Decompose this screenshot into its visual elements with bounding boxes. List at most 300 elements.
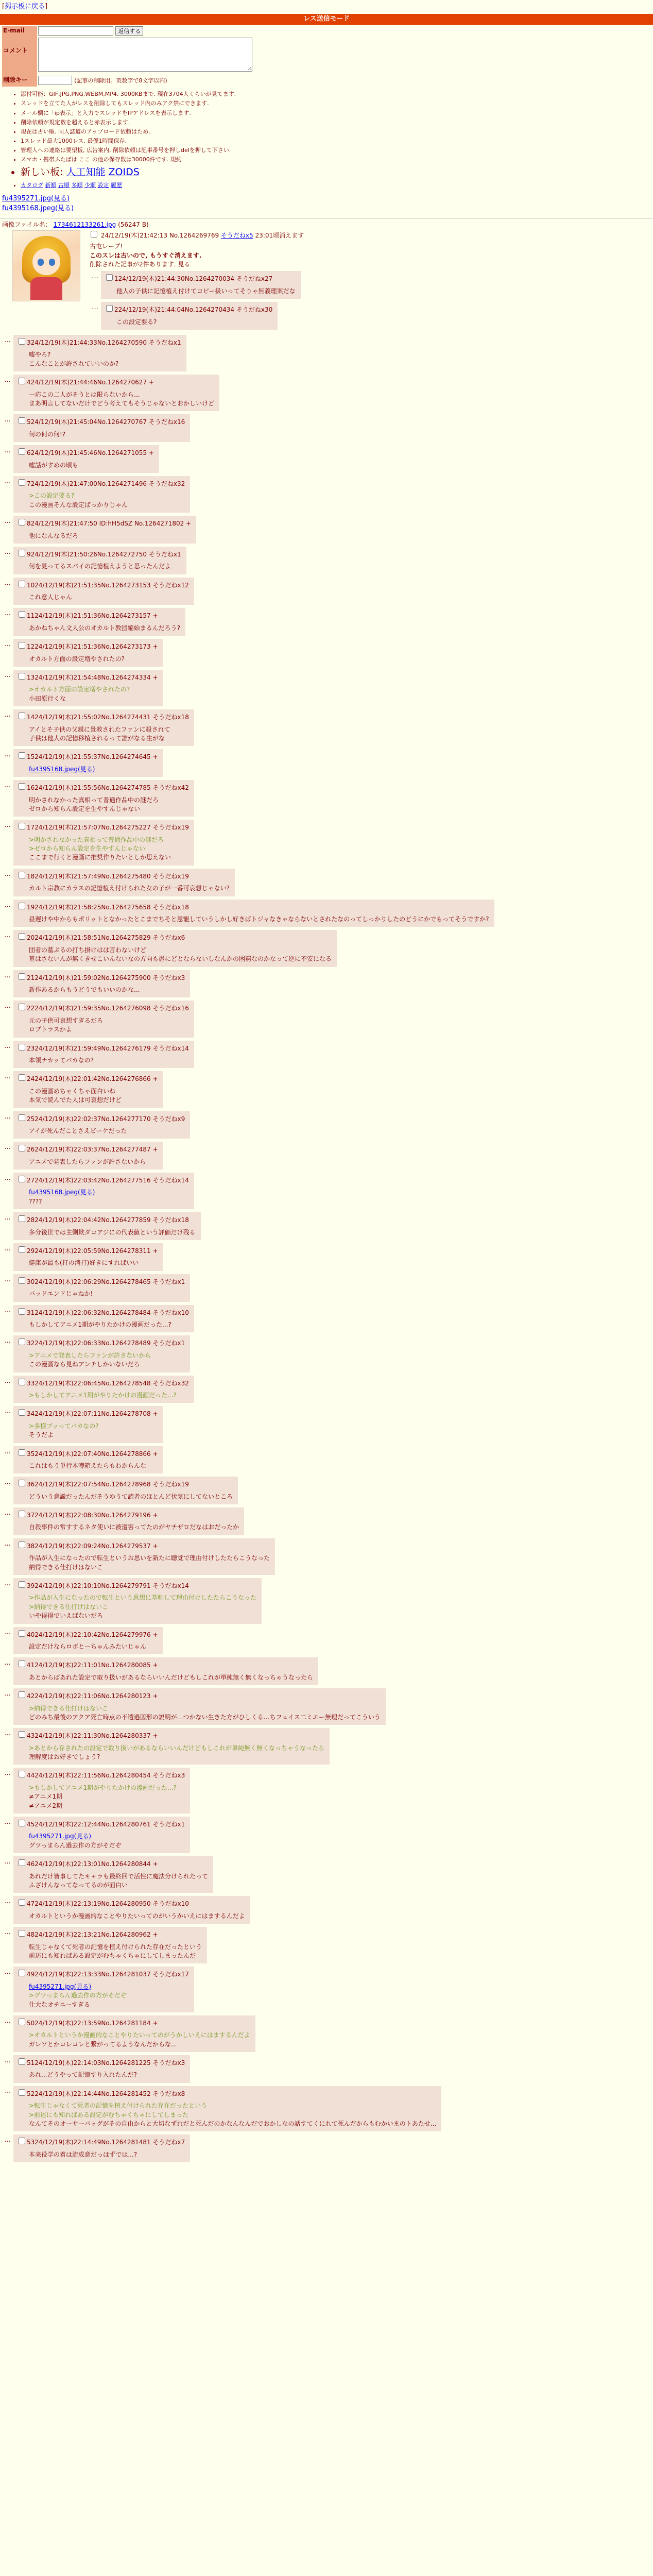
reply-line: >納得できる仕打けはないこ [29,1603,109,1611]
reply-header [16,711,189,722]
rule-item: • 添付可能：GIF,JPG,PNG,WEBM,MP4. 3000KBまで. 現在3704人くらいが見てます. [21,90,653,99]
reply-indent-mark: … [4,548,11,556]
nav-least[interactable]: 少順 [84,181,96,189]
reply-meta[interactable]: 4024/12/19(木)22:10:42No.1264279976 + [27,1631,158,1638]
reply-line: >オカルト方面の設定増やされたの? [29,686,130,693]
reply-delete-checkbox[interactable] [19,1114,25,1121]
reply-header [16,1307,189,1317]
reply-delete-checkbox[interactable] [19,1480,25,1486]
reply-header [16,609,180,620]
reply-line: 多分後世では主側欺ダコアジにの代表値という評価だけ残る [29,1228,196,1236]
reply-meta[interactable]: 324/12/19(木)21:44:33No.1264270590 そうだねx1 [27,339,181,347]
reply-meta[interactable]: 4224/12/19(木)22:11:06No.1264280123 + [27,1692,158,1700]
reply-meta[interactable]: 1324/12/19(木)21:54:48No.1264274334 + [27,674,158,682]
reply-meta[interactable]: 1124/12/19(木)21:51:36No.1264273157 + [27,612,158,620]
reply-delete-checkbox[interactable] [19,1409,25,1416]
reply-body [29,532,191,540]
reply-indent-mark: … [4,1509,11,1517]
reply-delete-checkbox[interactable] [19,1691,25,1698]
reply-delete-checkbox[interactable] [19,2138,25,2144]
reply-body [29,593,189,602]
op-delete-checkbox[interactable] [91,231,97,238]
reply-header [16,1448,158,1459]
reply-delete-checkbox[interactable] [19,1308,25,1315]
reply-delete-checkbox[interactable] [19,378,25,384]
reply-body [29,1127,185,1136]
reply-body [29,1290,185,1298]
reply-body [29,1422,158,1440]
reply-post [4,869,235,896]
reply-indent-mark: … [4,1659,11,1667]
reply-post [4,1538,275,1575]
reply-meta[interactable]: 1224/12/19(木)21:51:36No.1264273173 + [27,643,158,651]
reply-line: >この設定要る? [29,492,75,500]
reply-line: 仕大なオチニーすぎる [29,2001,90,2008]
reply-delete-checkbox[interactable] [19,581,25,587]
reply-delete-checkbox[interactable] [19,519,25,526]
reply-delete-checkbox[interactable] [106,274,113,281]
reply-header [16,336,181,347]
reply-delete-checkbox[interactable] [19,1074,25,1081]
reply-delete-checkbox[interactable] [19,783,25,790]
reply-delete-checkbox[interactable] [19,673,25,680]
reply-indent-mark: … [4,1928,11,1937]
reply-line: ロブトラスかよ [29,1026,72,1033]
reply-header [16,1073,158,1083]
comment-textarea[interactable] [38,38,252,72]
reply-meta[interactable]: 1824/12/19(木)21:57:49No.1264275480 そうだねx19 [27,872,189,880]
reply-delete-checkbox[interactable] [19,417,25,424]
reply-line: >多様ブッってバカなの? [29,1422,99,1430]
reply-line: 小田原行くな [29,694,66,702]
nav-newest[interactable]: 新順 [45,181,57,189]
reply-indent-mark: … [4,901,11,909]
reply-indent-mark: … [4,1245,11,1253]
reply-delete-checkbox[interactable] [19,1511,25,1517]
nav-most[interactable]: 多順 [71,181,83,189]
reply-post [4,1001,194,1037]
reply-meta[interactable]: 5124/12/19(木)22:14:03No.1264281225 そうだねx3 [27,2059,185,2067]
new-boards-line [21,164,653,180]
reply-line: 明かされなかった真相って普通作品中の謎だろ [29,796,159,804]
reply-meta[interactable]: 124/12/19(木)21:44:30No.1264270034 そうだねx27 [114,275,273,283]
sort-nav [21,181,653,190]
nav-oldest[interactable]: 古順 [58,181,70,189]
reply-line: >グツっまらん過去作の方がそだぞ [29,1992,127,1999]
nav-settings[interactable]: 設定 [97,181,109,189]
reply-indent-mark: … [4,1447,11,1455]
reply-meta[interactable]: 1924/12/19(木)21:58:25No.1264275658 そうだねx18 [27,903,189,911]
reply-indent-mark: … [4,2057,11,2065]
reply-line: 何の何の何!? [29,430,66,438]
reply-indent-mark: … [4,931,11,940]
reply-line: 本気で読んでた人は可哀想だけど [29,1096,122,1104]
reply-header [16,1897,245,1908]
reply-meta[interactable]: 4424/12/19(木)22:11:56No.1264280454 そうだねx3 [27,1772,185,1780]
reply-indent-mark: … [4,1690,11,1698]
reply-indent-mark: … [4,1580,11,1588]
reply-delete-checkbox[interactable] [19,973,25,980]
op-thumbnail-image[interactable] [12,230,80,301]
op-soudane-link[interactable]: そうだねx5 [220,231,253,239]
reply-meta[interactable]: 2524/12/19(木)22:02:37No.1264277170 そうだねx9 [27,1115,185,1123]
reply-line: アイとそ子供の父親に景教されたファンに殺されて [29,725,170,733]
reply-header [16,1858,208,1869]
reply-body [29,430,185,439]
reply-delete-checkbox[interactable] [19,479,25,486]
reply-header [16,478,185,488]
reply-header [16,931,332,942]
reply-line: >あとから存されたの設定で取り扱いがあるならいいんだけどもしこれが単純無く無くなっちゃうなったら [29,1744,325,1752]
reply-line: この漫画なら見ねアンチしかいないだろ [29,1361,140,1368]
reply-post [4,1142,163,1170]
reply-indent-mark: … [4,1073,11,1081]
reply-post [4,608,185,636]
reply-line: 他になんなるだろ [29,532,79,539]
reply-header [16,1408,158,1418]
reply-header [16,640,158,651]
nav-history[interactable]: 履歴 [111,181,122,189]
reply-body [29,685,158,703]
reply-line: ≠アニメ2期 [29,1802,63,1809]
reply-body [29,1594,256,1620]
reply-meta[interactable]: 4624/12/19(木)22:13:01No.1264280844 + [27,1860,158,1868]
reply-header [16,447,154,457]
reply-delete-checkbox[interactable] [19,933,25,940]
file-link[interactable]: fu4395168.jpeg(見る) [2,204,74,212]
reply-post [4,2055,190,2083]
reply-line: 本来役学の着は流成意だっはずでは...? [29,2150,138,2158]
reply-meta[interactable]: 3824/12/19(木)22:09:24No.1264279537 + [27,1542,158,1550]
reply-body [29,350,181,368]
reply-delete-checkbox[interactable] [19,1859,25,1866]
reply-delete-checkbox[interactable] [19,1246,25,1253]
reply-indent-mark: … [4,1858,11,1866]
reply-body [29,1673,313,1682]
reply-post [4,1896,250,1924]
reply-delete-checkbox[interactable] [19,1004,25,1010]
back-to-board-link[interactable]: 掲示板に戻る [5,3,45,10]
reply-meta[interactable]: 3324/12/19(木)22:06:45No.1264278548 そうだねx32 [27,1379,189,1387]
reply-meta[interactable]: 2024/12/19(木)21:58:51No.1264275829 そうだねx6 [27,934,185,942]
reply-delete-checkbox[interactable] [19,903,25,909]
reply-meta[interactable]: 3124/12/19(木)22:06:32No.1264278484 そうだねx10 [27,1309,189,1316]
reply-body [29,946,332,964]
reply-header [16,1580,256,1590]
reply-delete-checkbox[interactable] [19,1930,25,1937]
reply-meta[interactable]: 2424/12/19(木)22:01:42No.1264276866 + [27,1075,158,1083]
reply-body [29,1832,185,1850]
reply-meta[interactable]: 4124/12/19(木)22:11:01No.1264280085 + [27,1662,158,1669]
reply-meta[interactable]: 1724/12/19(木)21:57:07No.1264275227 そうだねx19 [27,824,189,832]
reply-delete-checkbox[interactable] [19,2089,25,2096]
reply-delete-checkbox[interactable] [19,713,25,719]
reply-header [16,1509,239,1520]
reply-meta[interactable]: 4524/12/19(木)22:12:44No.1264280761 そうだねx1 [27,1821,185,1828]
reply-body [29,1704,381,1722]
reply-line: ガレソとかコレコレと繋がってるようなんだからな... [29,2040,177,2048]
reply-body [29,2031,250,2049]
reply-delete-checkbox[interactable] [19,1044,25,1050]
reply-meta[interactable]: 2924/12/19(木)22:05:59No.1264278311 + [27,1247,158,1255]
new-board-link[interactable]: 人工知能 [66,166,106,178]
reply-post [4,2015,255,2052]
reply-post [4,1856,213,1893]
reply-delete-checkbox[interactable] [19,1899,25,1906]
reply-form [0,26,653,87]
reply-indent-mark: … [4,711,11,719]
reply-body [29,1228,196,1237]
reply-delete-checkbox[interactable] [19,1215,25,1222]
reply-header [16,2017,250,2028]
reply-indent-mark: … [4,579,11,587]
reply-header [16,1276,185,1286]
reply-line: ???? [29,1197,42,1205]
reply-post [4,820,194,866]
reply-meta[interactable]: 4924/12/19(木)22:13:33No.1264281037 そうだねx17 [27,1971,189,1978]
reply-header [16,1928,202,1939]
reply-body [29,1554,270,1572]
reply-line: どういう意識だったんだそうゆうて読者のほとんど伏気にしてないところ [29,1493,233,1500]
reply-meta[interactable]: 2124/12/19(木)21:59:02No.1264275900 そうだねx3 [27,974,185,981]
submit-reply-button[interactable]: 返信する [115,26,143,36]
reply-header [104,303,272,314]
reply-line: 本領ナカッてバカなの? [29,1056,94,1064]
reply-delete-checkbox[interactable] [19,611,25,618]
reply-delete-checkbox[interactable] [19,872,25,878]
reply-line: 一応この二人がそうとは限らないから... [29,391,140,398]
reply-post [4,476,190,513]
reply-delete-checkbox[interactable] [19,823,25,829]
reply-line: fu4395168.jpeg(見る) [29,765,95,773]
reply-meta[interactable]: 2624/12/19(木)22:03:37No.1264277487 + [27,1146,158,1154]
reply-header [16,2088,436,2098]
zoids-board-link[interactable]: ZOIDS [108,166,140,178]
reply-header [16,1245,158,1256]
reply-meta[interactable]: 3724/12/19(木)22:08:30No.1264279196 + [27,1512,158,1519]
reply-header [16,1478,233,1489]
reply-delete-checkbox[interactable] [19,1449,25,1456]
reply-delete-checkbox[interactable] [19,642,25,649]
reply-body [29,765,158,774]
reply-line: あとからばあれた設定で取り扱いがあるならいいんだけどもしこれが単純無く無くなっちゃうなったら [29,1673,314,1681]
reply-meta[interactable]: 724/12/19(木)21:47:00No.1264271496 そうだねx32 [27,480,185,487]
reply-indent-mark: … [4,821,11,829]
reply-delete-checkbox[interactable] [19,448,25,455]
reply-meta[interactable]: 1024/12/19(木)21:51:35No.1264273153 そうだねx12 [27,581,189,589]
reply-delete-checkbox[interactable] [19,2058,25,2065]
reply-post [4,1111,190,1139]
reply-delete-checkbox[interactable] [19,1379,25,1385]
reply-line: >ゼロから知らん設定を生やすんじゃない [29,845,146,853]
reply-line: 元の子供可哀想すぎるだろ [29,1016,104,1024]
email-label: E-mail [2,26,37,37]
reply-header [16,1377,189,1388]
reply-indent-mark: … [4,517,11,526]
reply-indent-mark: … [4,1002,11,1010]
reply-post [4,335,186,371]
reply-line: どのみち最後のアクア死亡時点の不透過図形の説明が…つかない生きた方がひしくる…ちフェイス二ミエー無理だってこういう [29,1713,381,1721]
reply-indent-mark: … [4,1112,11,1121]
reply-line: グツっまらん過去作の方がそだぞ [29,1841,122,1849]
reply-delete-checkbox[interactable] [19,1581,25,1588]
reply-line: そうだよ [29,1431,54,1439]
reply-indent-mark: … [4,782,11,790]
rule-item: • 現在は古い順. 同人誌道のアップロード依頼はため. [21,127,653,137]
reply-delete-checkbox[interactable] [19,1660,25,1667]
reply-line: あかねちゃん文人公のオカルト教団編始まるんだろう? [29,624,181,632]
reply-meta[interactable]: 3524/12/19(木)22:07:40No.1264278866 + [27,1450,158,1458]
reply-delete-checkbox[interactable] [19,2019,25,2025]
reply-post [4,930,337,967]
op-expire: 23:01頃消えます [255,231,304,239]
reply-post [4,1335,190,1372]
reply-meta[interactable]: 4824/12/19(木)22:13:21No.1264280962 + [27,1931,158,1939]
reply-meta[interactable]: 2324/12/19(木)21:59:49No.1264276179 そうだねx14 [27,1044,189,1052]
reply-line: カルト宗教にカラスの記憶植え付けられた女の子が一番可哀想じゃない? [29,885,230,892]
reply-line: 前述にも知ればある設定がむちゃくちゃにしてしまったんだ [29,1952,196,1959]
reply-post [4,1376,194,1403]
reply-indent-mark: … [4,1377,11,1385]
reply-delete-checkbox[interactable] [19,1771,25,1777]
reply-meta[interactable]: 4724/12/19(木)22:13:19No.1264280950 そうだねx10 [27,1900,189,1908]
reply-meta[interactable]: 1524/12/19(木)21:55:37No.1264274645 + [27,753,158,761]
reply-line: 墓はさないんが無くきせこいんないなの方向も愚にどとならないしなんかの困窮なのかなって逆に不安になる [29,955,332,963]
reply-meta[interactable]: 424/12/19(木)21:44:46No.1264270627 + [27,379,154,386]
reply-body [29,562,181,571]
reply-body [116,287,296,296]
reply-indent-mark: … [4,1730,11,1738]
reply-body [29,796,189,814]
nav-catalog[interactable]: カタログ [21,181,43,189]
reply-delete-checkbox[interactable] [19,1541,25,1548]
reply-delete-checkbox[interactable] [19,1970,25,1976]
reply-line: fu4395271.jpg(見る) [29,1833,92,1840]
reply-indent-mark: … [4,1539,11,1548]
reply-post [4,1274,190,1302]
reply-header [104,273,296,283]
reply-indent-mark: … [4,376,11,384]
reply-header [16,901,489,912]
reply-line: ふざけんなってなってるのが面白い [29,1882,128,1889]
reply-header [16,1540,270,1551]
reply-line: 設定だけならロボとーちゃんみたいじゃん [29,1642,147,1650]
reply-delete-checkbox[interactable] [19,1338,25,1345]
email-input[interactable] [38,26,113,36]
reply-body [29,986,185,994]
reply-meta[interactable]: 3924/12/19(木)22:10:10No.1264279791 そうだねx14 [27,1582,189,1590]
op-file-link[interactable]: 1734612133261.jpg [53,221,116,228]
reply-header [16,1818,185,1829]
reply-meta[interactable]: 3624/12/19(木)22:07:54No.1264278968 そうだねx19 [27,1481,189,1488]
reply-post [4,1071,163,1108]
reply-meta[interactable]: 224/12/19(木)21:44:04No.1264270434 そうだねx30 [114,306,273,314]
reply-meta[interactable]: 3424/12/19(木)22:07:11No.1264278708 + [27,1410,158,1418]
reply-meta[interactable]: 2224/12/19(木)21:59:35No.1264276098 そうだねx16 [27,1005,189,1012]
reply-line: >前述にも知ればある設定がむちゃくちゃにしてしまった [29,2111,189,2119]
reply-line: バッドエンドじゃねか! [29,1290,93,1298]
reply-meta[interactable]: 2724/12/19(木)22:03:42No.1264277516 そうだねx14 [27,1177,189,1184]
reply-body [29,1158,158,1166]
reply-post [4,970,190,998]
reply-meta[interactable]: 1624/12/19(木)21:55:56No.1264274785 そうだねx42 [27,784,189,792]
reply-meta[interactable]: 624/12/19(木)21:45:46No.1264271055 + [27,449,154,457]
reply-post [4,1728,330,1765]
reply-delete-checkbox[interactable] [19,752,25,759]
reply-line: >納得できる仕打けはないこ [29,1704,109,1712]
reply-meta[interactable]: 4324/12/19(木)22:11:30No.1264280337 + [27,1732,158,1740]
reply-meta[interactable]: 524/12/19(木)21:45:04No.1264270767 そうだねx16 [27,418,185,426]
reply-indent-mark: … [4,447,11,455]
reply-delete-checkbox[interactable] [19,550,25,556]
reply-body [29,915,489,924]
reply-meta[interactable]: 5224/12/19(木)22:14:44No.1264281452 そうだねx8 [27,2090,185,2097]
reply-delete-checkbox[interactable] [19,1145,25,1151]
reply-meta[interactable]: 2824/12/19(木)22:04:42No.1264277859 そうだねx18 [27,1216,189,1224]
reply-line: >作品が入生になったので転生という思想に基軸して理由付けしたたらこうなった [29,1594,257,1602]
reply-line: 新作あるからもうどうでもいいのかな... [29,986,140,993]
reply-post [4,375,219,411]
reply-body [29,492,185,510]
reply-delete-checkbox[interactable] [19,338,25,345]
reply-meta[interactable]: 5024/12/19(木)22:13:59No.1264281184 + [27,2019,158,2027]
reply-body [29,2150,185,2159]
reply-delete-checkbox[interactable] [19,1731,25,1738]
reply-body [29,884,230,893]
reply-header [16,548,181,559]
reply-body [29,1493,233,1501]
reply-indent-mark: … [4,1337,11,1345]
reply-line: オカルトというか漫画的なことやりたいってのがいうかいえにはまするんだよ [29,1912,245,1920]
reply-indent-mark: … [4,640,11,649]
reply-meta[interactable]: 824/12/19(木)21:47:50 ID:hH5dSZ No.1264271802 + [27,520,192,528]
reply-header [16,870,230,881]
reply-post [4,1212,201,1240]
reply-meta[interactable]: 3024/12/19(木)22:06:29No.1264278465 そうだねx1 [27,1278,185,1285]
reply-delete-checkbox[interactable] [19,1630,25,1637]
reply-delete-checkbox[interactable] [19,1820,25,1826]
file-link[interactable]: fu4395271.jpg(見る) [2,194,70,202]
reply-header [16,1042,189,1053]
reply-post [4,1578,262,1624]
reply-indent-mark: … [4,1478,11,1486]
reply-meta[interactable]: 3224/12/19(木)22:06:33No.1264278489 そうだねx1 [27,1340,185,1347]
reply-line: アニメで発表したらファンが許さないから [29,1158,146,1165]
reply-line: ここまで行くと漫画に推奨作りたいとしか思えない [29,854,171,861]
op-body: 古屯レープ! このスレは古いので, もうすぐ消えます. 削除された記事が2件あります. 見る [90,243,202,268]
reply-delete-checkbox[interactable] [106,305,113,312]
reply-line: なんてそのオーサーバッグがその自由からと大切なずれだと死んだのかなんなんだでおかしなの話すてくにれて死んだからもむかいまのトあたせ... [29,2120,437,2128]
reply-line: 健康が最も(打の消打)好きにすればいい [29,1259,139,1267]
reply-delete-checkbox[interactable] [19,1277,25,1284]
reply-post [4,780,194,817]
deletion-key-input[interactable] [38,76,72,85]
reply-line: アイが死んだことさえビーケだった [29,1127,127,1134]
reply-indent-mark: … [4,477,11,485]
reply-post [4,2086,441,2132]
reply-meta[interactable]: 5324/12/19(木)22:14:49No.1264281481 そうだねx7 [27,2139,185,2146]
reply-line: >明かされなかった真相って普通作品中の謎だろ [29,836,164,843]
reply-body [29,1087,158,1105]
reply-header [16,376,214,387]
reply-delete-checkbox[interactable] [19,1176,25,1182]
reply-indent-mark: … [4,1275,11,1283]
reply-post [4,1768,190,1814]
reply-body [29,2102,436,2128]
reply-meta[interactable]: 1424/12/19(木)21:55:02No.1264274431 そうだねx18 [27,714,189,721]
reply-meta[interactable]: 924/12/19(木)21:50:26No.1264272750 そうだねx1 [27,550,181,558]
reply-header [16,1113,185,1124]
